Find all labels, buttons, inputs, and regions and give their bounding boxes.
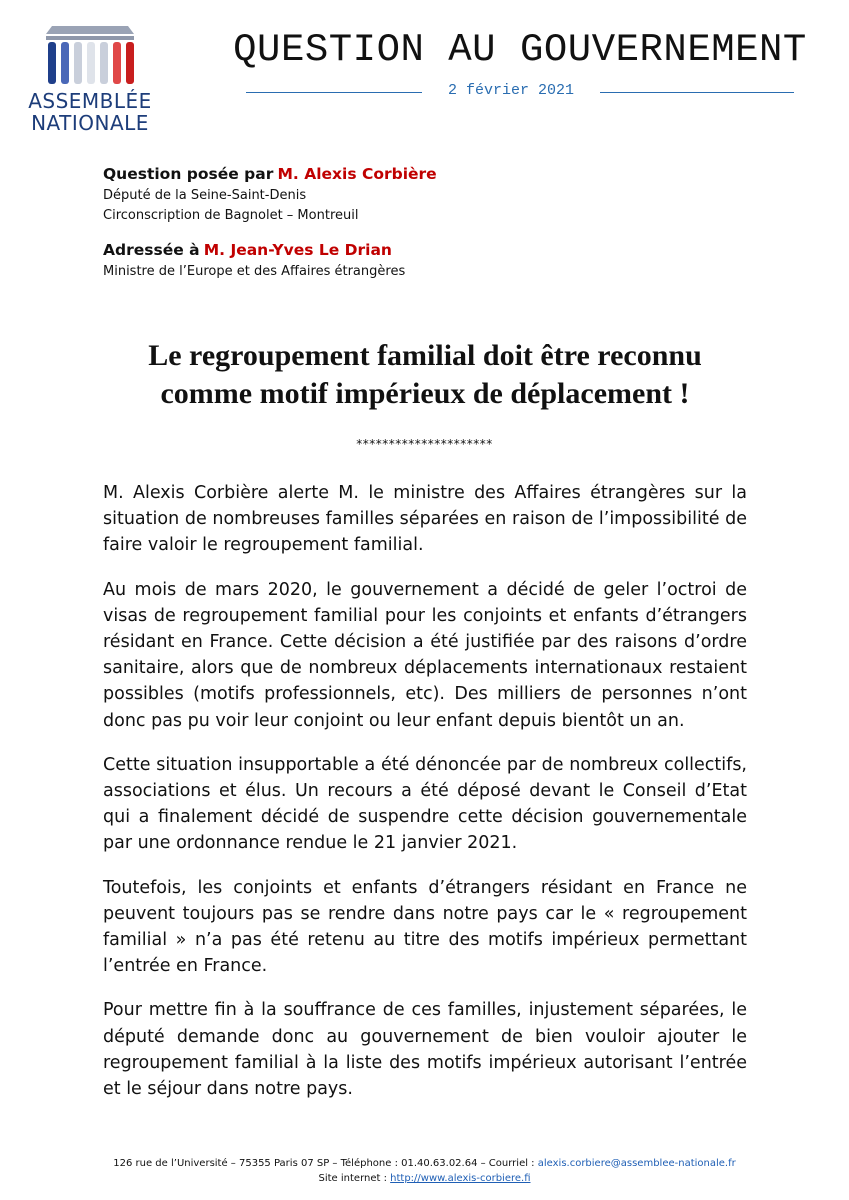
- footer-site-link[interactable]: http://www.alexis-corbiere.fi: [390, 1173, 531, 1184]
- separator: *********************: [356, 437, 493, 451]
- author-label: Question posée par: [103, 165, 274, 183]
- assemblee-nationale-logo: [20, 22, 160, 142]
- author-role: Député de la Seine-Saint-Denis: [103, 188, 307, 203]
- document-title: QUESTION AU GOUVERNEMENT: [233, 28, 807, 72]
- paragraph: Cette situation insupportable a été dénoncée par de nombreux collectifs, associations et élus. Un recours a été déposé devant le Conseil d’Etat qui a finalement décidé de suspendre cette décision gouvernementale par une ordonnance rendue le 21 janvier 2021.: [103, 754, 747, 854]
- logo-wordmark: [20, 90, 160, 134]
- hemicycle-icon: [32, 22, 148, 88]
- date-rule-left: [246, 92, 422, 93]
- headline-line-1: Le regroupement familial doit être reconnu: [148, 339, 702, 372]
- question-headline: [60, 337, 790, 413]
- author-constituency: Circonscription de Bagnolet – Montreuil: [103, 208, 359, 223]
- footer-address: 126 rue de l’Université – 75355 Paris 07 SP – Téléphone : 01.40.63.02.64 – Courriel :: [113, 1158, 538, 1169]
- date-rule-right: [600, 92, 794, 93]
- document-date: 2 février 2021: [447, 82, 575, 99]
- paragraph: M. Alexis Corbière alerte M. le ministre des Affaires étrangères sur la situation de nombreuses familles séparées en raison de l’impossibilité de faire valoir le regroupement familial.: [103, 483, 747, 556]
- author-heading: [103, 164, 437, 186]
- date-banner: [246, 82, 794, 102]
- footer-website: [0, 1171, 849, 1186]
- recipient-role: Ministre de l’Europe et des Affaires étrangères: [103, 264, 406, 279]
- logo-line-2: NATIONALE: [31, 111, 149, 135]
- logo-line-1: ASSEMBLÉE: [28, 89, 152, 113]
- author-name: M. Alexis Corbière: [277, 165, 437, 183]
- footer-contact: [0, 1156, 849, 1171]
- question-body: [103, 480, 747, 1120]
- recipient-block: [103, 240, 405, 282]
- paragraph: Pour mettre fin à la souffrance de ces familles, injustement séparées, le député demande donc au gouvernement de bien vouloir ajouter le regroupement familial à la liste des motifs impérieux autorisant l’entrée et le séjour dans notre pays.: [103, 1000, 747, 1100]
- recipient-name: M. Jean-Yves Le Drian: [203, 241, 392, 259]
- footer-email-link[interactable]: alexis.corbiere@assemblee-nationale.fr: [537, 1158, 736, 1169]
- author-block: [103, 164, 437, 226]
- recipient-label: Adressée à: [103, 241, 200, 259]
- paragraph: Toutefois, les conjoints et enfants d’étrangers résidant en France ne peuvent toujours pas se rendre dans notre pays car le « regroupement familial » n’a pas été retenu au titre des motifs impérieux permettant l’entrée en France.: [103, 877, 747, 977]
- recipient-heading: [103, 240, 405, 262]
- headline-line-2: comme motif impérieux de déplacement !: [160, 377, 690, 410]
- paragraph: Au mois de mars 2020, le gouvernement a décidé de geler l’octroi de visas de regroupement familial pour les conjoints et enfants d’étrangers résidant en France. Cette décision a été justifiée par des raisons d’ordre sanitaire, alors que de nombreux déplacements internationaux restaient possibles (motifs professionnels, etc). Des milliers de personnes n’ont donc pas pu voir leur conjoint ou leur enfant depuis bientôt un an.: [103, 579, 747, 731]
- footer: [0, 1156, 849, 1186]
- footer-site-label: Site internet :: [318, 1173, 391, 1184]
